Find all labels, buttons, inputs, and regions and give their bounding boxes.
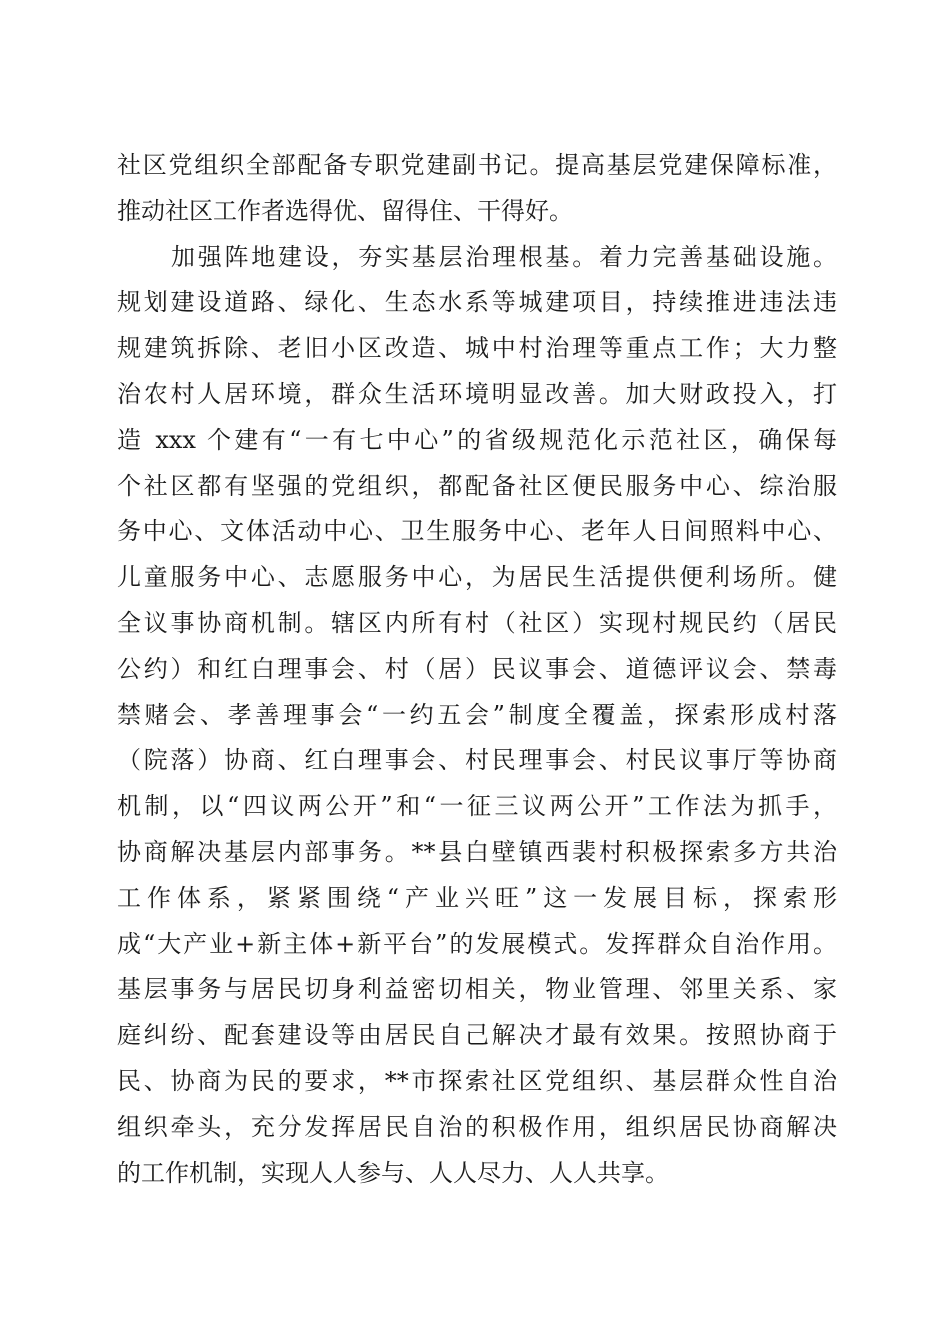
- text-line: 个社区都有坚强的党组织，都配备社区便民服务中心、综治服: [117, 471, 837, 500]
- text-line: 禁赌会、孝善理事会“一约五会”制度全覆盖，探索形成村落: [117, 700, 837, 729]
- text-line: 协商解决基层内部事务。**县白壁镇西裴村积极探索多方共治: [117, 837, 837, 866]
- text-line: 庭纠纷、配套建设等由居民自己解决才最有效果。按照协商于: [117, 1021, 837, 1050]
- text-line: 造 xxx 个建有“一有七中心”的省级规范化示范社区，确保每: [117, 425, 837, 454]
- text-line: 规建筑拆除、老旧小区改造、城中村治理等重点工作；大力整: [117, 334, 837, 363]
- text-line: 基层事务与居民切身利益密切相关，物业管理、邻里关系、家: [117, 975, 837, 1004]
- text-line: 务中心、文体活动中心、卫生服务中心、老年人日间照料中心、: [117, 517, 837, 546]
- text-line: 规划建设道路、绿化、生态水系等城建项目，持续推进违法违: [117, 288, 837, 317]
- text-line: 组织牵头，充分发挥居民自治的积极作用，组织居民协商解决: [117, 1112, 837, 1141]
- text-line: 机制，以“四议两公开”和“一征三议两公开”工作法为抓手，: [117, 792, 837, 821]
- text-line: 全议事协商机制。辖区内所有村（社区）实现村规民约（居民: [117, 608, 837, 637]
- text-line: 的工作机制，实现人人参与、人人尽力、人人共享。: [117, 1158, 669, 1187]
- text-line: （院落）协商、红白理事会、村民理事会、村民议事厅等协商: [117, 746, 837, 775]
- body-text: [117, 143, 837, 1196]
- paragraph-first-line: 加强阵地建设，夯实基层治理根基。着力完善基础设施。: [171, 242, 837, 271]
- text-line: 民、协商为民的要求，**市探索社区党组织、基层群众性自治: [117, 1066, 837, 1095]
- text-line: 成“大产业+新主体+新平台”的发展模式。发挥群众自治作用。: [117, 929, 837, 958]
- text-line: 社区党组织全部配备专职党建副书记。提高基层党建保障标准，: [117, 151, 837, 179]
- text-line: 公约）和红白理事会、村（居）民议事会、道德评议会、禁毒: [117, 654, 837, 683]
- text-line: 工作体系，紧紧围绕“产业兴旺”这一发展目标，探索形: [117, 883, 837, 912]
- text-line: 儿童服务中心、志愿服务中心，为居民生活提供便利场所。健: [117, 563, 837, 592]
- text-line: 治农村人居环境，群众生活环境明显改善。加大财政投入，打: [117, 379, 837, 408]
- text-line: 推动社区工作者选得优、留得住、干得好。: [117, 196, 573, 225]
